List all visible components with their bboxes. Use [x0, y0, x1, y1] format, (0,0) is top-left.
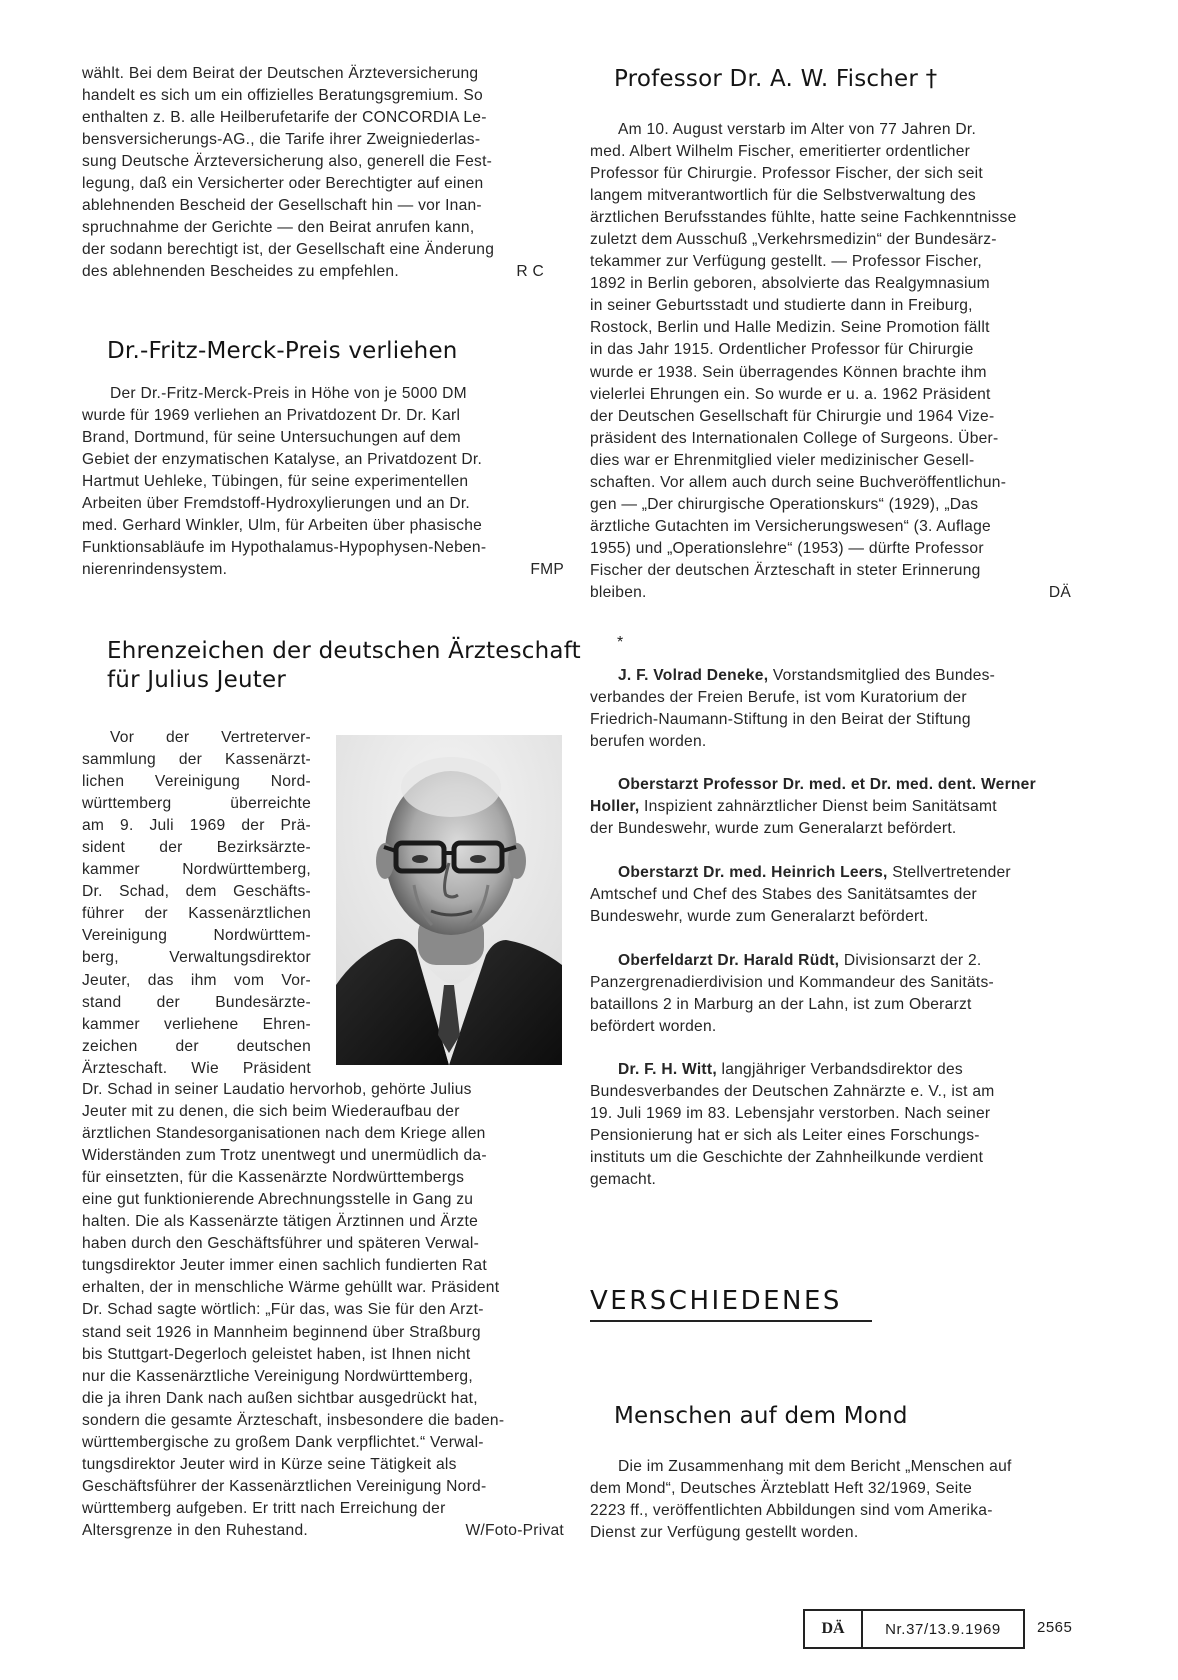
jeuter-paragraph-wide: Dr. Schad in seiner Laudatio hervorhob, gehörte Julius Jeuter mit zu denen, die sich beim Wiederaufbau der ärztlichen Standesorganisationen nach dem Kriege allen Widerständen zum Trotz unentwegt und unermüdlich da- für einsetzten, für die Kassenärzte Nordwürttembergs eine gut funktionierende Abrechnungsstelle in Gang zu halten. Die als Kassenärzte tätigen Ärztinnen und Ärzte haben durch den Geschäftsführer und späteren Verwal- tungsdirektor Jeuter immer einen sachlich fundierten Rat erhalten, der in menschliche Wärme gehüllt war. Präsident Dr. Schad sagte wörtlich: „Für das, was Sie für den Arzt- stand seit 1926 in Mannheim beginnend über Straßburg bis Stuttgart-Degerloch geleistet haben, ist Ihnen nicht nur die Kassenärztliche Vereinigung Nordwürttemberg, die ja ihren Dank nach außen sichtbar ausgedrückt hat, sondern die gesamte Ärzteschaft, insbesondere die baden- württembergische zu großem Dank verpflichtet.“ Verwal- tungsdirektor Jeuter wird in Kürze seine Tätigkeit als Geschäftsführer der Kassenärztlichen Vereinigung Nord- württemberg aufgeben. Er tritt nach Erreichung der Altersgrenze in den Ruhestand. W/Foto-Privat — [82, 1079, 564, 1542]
page-number: 2565 — [1037, 1619, 1073, 1636]
jeuter-paragraph-narrow: Vor der Vertreterver- sammlung der Kassenärzt- lichen Vereinigung Nord- württemberg überreichte am 9. Juli 1969 der Prä- sident der Bezirksärzte- kammer Nordwürttemberg, Dr. Schad, dem Geschäfts- führer der Kassenärztlichen Vereinigung Nordwürttem- berg, Verwaltungsdirektor Jeuter, das ihm vom Vor- stand der Bundesärzte- kammer verliehene Ehren- zeichen der deutschen Ärzteschaft. Wie Präsident — [82, 729, 311, 1077]
notice-leers: Oberstarzt Dr. med. Heinrich Leers, Stellvertretender Amtschef und Chef des Stabes des Sanitätsamtes der Bundeswehr, wurde zum Generalarzt befördert. — [590, 864, 1011, 926]
mond-paragraph: Die im Zusammenhang mit dem Bericht „Menschen auf dem Mond“, Deutsches Ärzteblatt Heft 32/1969, Seite 2223 ff., veröffentlichten Abbildungen sind vom Amerika- Dienst zur Verfügung gestellt worden. — [590, 1458, 1012, 1542]
notice-holler: Oberstarzt Professor Dr. med. et Dr. med. dent. Werner Holler, Inspizient zahnärztlicher Dienst beim Sanitätsamt der Bundeswehr, wurde zum Generalarzt befördert. — [590, 776, 1036, 838]
separator-star: * — [617, 634, 624, 651]
journal-abbrev: DÄ — [805, 1611, 863, 1647]
jeuter-heading: Ehrenzeichen der deutschen Ärzteschaft für Julius Jeuter — [107, 638, 581, 693]
fischer-heading: Professor Dr. A. W. Fischer † — [614, 66, 938, 92]
mond-heading: Menschen auf dem Mond — [614, 1403, 908, 1429]
notice-deneke: J. F. Volrad Deneke, Vorstandsmitglied des Bundes- verbandes der Freien Berufe, ist vom Kuratorium der Friedrich-Naumann-Stiftung in den Beirat der Stiftung berufen worden. — [590, 667, 996, 751]
signature: W/Foto-Privat — [465, 1521, 564, 1539]
merck-paragraph: Der Dr.-Fritz-Merck-Preis in Höhe von je 5000 DM wurde für 1969 verliehen an Privatdozent Dr. Dr. Karl Brand, Dortmund, für seine Untersuchungen auf dem Gebiet der enzymatischen Katalyse, an Privatdozent Dr. Hartmut Uehleke, Tübingen, für seine experimentellen Arbeiten über Fremdstoff-Hydroxylierungen und an Dr. med. Gerhard Winkler, Ulm, für Arbeiten über phasische Funktionsabläufe im Hypothalamus-Hypophysen-Neben- nierenrindensystem. FMP — [82, 383, 564, 581]
section-title: VERSCHIEDENES — [590, 1286, 842, 1316]
issue-box — [803, 1609, 1025, 1649]
signature: R C — [516, 263, 544, 281]
fischer-paragraph: Am 10. August verstarb im Alter von 77 Jahren Dr. med. Albert Wilhelm Fischer, emeritierter ordentlicher Professor für Chirurgie. Professor Fischer, der sich seit langem mitverantwortlich für die Selbstverwaltung des ärztlichen Berufsstandes fühlte, hatte seine Fachkenntnisse zuletzt dem Ausschuß „Verkehrsmedizin“ der Bundesärz- tekammer zur Verfügung gestellt. — Professor Fischer, 1892 in Berlin geboren, absolvierte das Realgymnasium in seiner Geburtsstadt und studierte dann in Freiburg, Rostock, Berlin und Halle Medizin. Seine Promotion fällt in das Jahr 1915. Ordentlicher Professor für Chirurgie wurde er 1938. Sein überragendes Können brachte ihm vielerlei Ehrungen ein. So wurde er u. a. 1962 Präsident der Deutschen Gesellschaft für Chirurgie und 1964 Vize- präsident des Internationalen College of Surgeons. Über- dies war er Ehrenmitglied vieler medizinischer Gesell- schaften. Vor allem auch durch seine Buchveröffentlichun- gen — „Der chirurgische Operationskurs“ (1929), „Das ärztliche Gutachten im Versicherungswesen“ (3. Auflage 1955) und „Operationslehre“ (1953) — dürfte Professor Fischer der deutschen Ärzteschaft in steter Erinnerung bleiben. DÄ — [590, 119, 1071, 604]
issue-number: Nr.37/13.9.1969 — [885, 1620, 1001, 1638]
portrait-photo — [336, 735, 562, 1065]
section-rule — [590, 1320, 872, 1322]
signature: DÄ — [1048, 583, 1071, 601]
signature: FMP — [530, 561, 564, 579]
merck-heading: Dr.-Fritz-Merck-Preis verliehen — [107, 338, 458, 364]
notice-ruedt: Oberfeldarzt Dr. Harald Rüdt, Divisionsarzt der 2. Panzergrenadierdivision und Kommandeur des Sanitäts- bataillons 2 in Marburg an der Lahn, ist zum Oberarzt befördert worden. — [590, 952, 994, 1036]
notice-witt: Dr. F. H. Witt, langjähriger Verbandsdirektor des Bundesverbandes der Deutschen Zahnärzte e. V., ist am 19. Juli 1969 im 83. Lebensjahr verstorben. Nach seiner Pensionierung hat er sich als Leiter eines Forschungs- instituts um die Geschichte der Zahnheilkunde verdient gemacht. — [590, 1061, 995, 1189]
intro-paragraph: wählt. Bei dem Beirat der Deutschen Ärzteversicherung handelt es sich um ein offizielles Beratungsgremium. So enthalten z. B. alle Heilberufetarife der CONCORDIA Le- bensversicherungs-AG., die Tarife ihrer Zweigniederlas- sung Deutsche Ärzteversicherung also, generell die Fest- legung, daß ein Versicherter oder Berechtigter auf einen ablehnenden Bescheid der Gesellschaft hin — vor Inan- spruchnahme der Gerichte — den Beirat anrufen kann, der sodann berechtigt ist, der Gesellschaft eine Änderung des ablehnenden Bescheides zu empfehlen. R C — [82, 63, 564, 283]
